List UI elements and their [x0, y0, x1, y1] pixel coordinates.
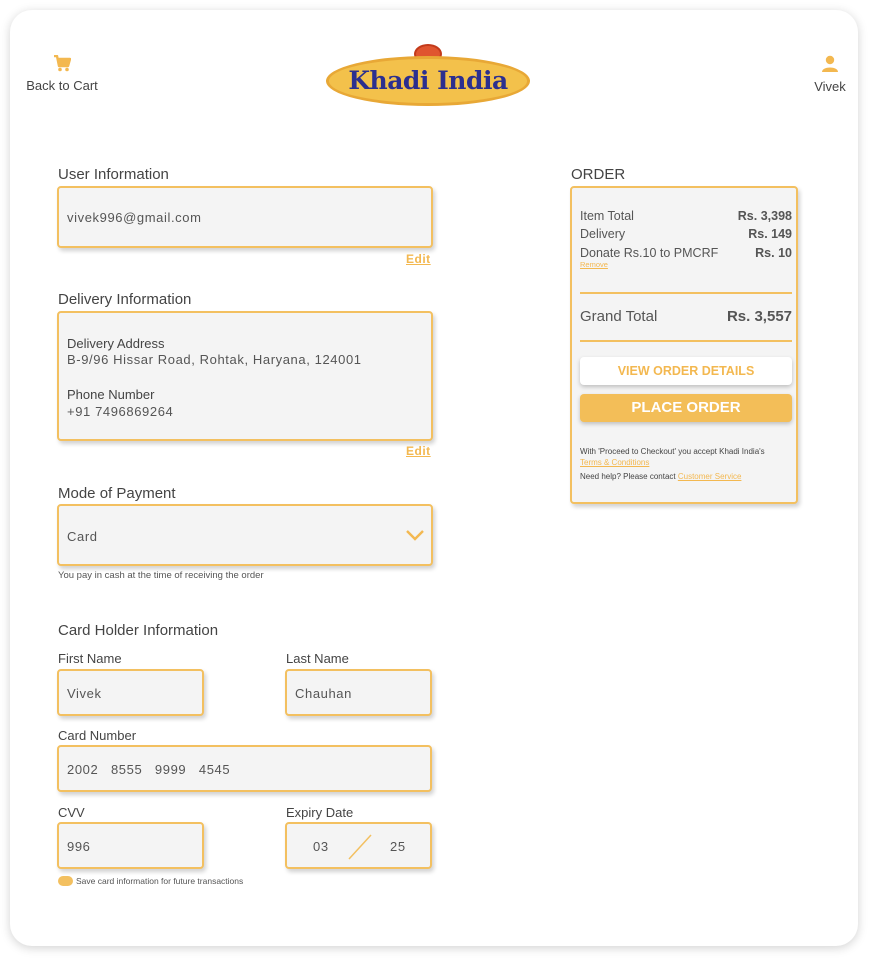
user-info-box — [57, 186, 433, 248]
grand-total-value: Rs. 3,557 — [726, 308, 792, 325]
save-card-toggle[interactable] — [58, 876, 73, 886]
terms-prefix: With 'Proceed to Checkout' you accept Khadi India's — [580, 447, 765, 456]
payment-hint: You pay in cash at the time of receiving the order — [58, 570, 264, 581]
delivery-info-title: Delivery Information — [58, 291, 192, 308]
user-icon — [821, 55, 839, 73]
donate-row — [580, 246, 792, 260]
delivery-row — [580, 227, 792, 241]
expiry-year-value: 25 — [390, 839, 406, 854]
card-holder-title: Card Holder Information — [58, 622, 219, 639]
terms-link-line — [580, 458, 649, 467]
cvv-value: 996 — [67, 839, 91, 854]
phone-number-value: +91 7496869264 — [67, 404, 174, 419]
payment-mode-value: Card — [67, 529, 98, 544]
card-number-field[interactable] — [57, 745, 432, 792]
delivery-info-edit-link[interactable]: Edit — [406, 444, 431, 458]
user-name-label: Vivek — [814, 79, 846, 94]
chevron-down-icon — [405, 528, 425, 542]
last-name-field[interactable] — [285, 669, 432, 716]
payment-title: Mode of Payment — [58, 485, 176, 502]
payment-mode-select[interactable] — [57, 504, 433, 566]
order-title: ORDER — [571, 166, 626, 183]
help-note — [580, 472, 741, 481]
item-total-label: Item Total — [580, 209, 634, 223]
expiry-date-label: Expiry Date — [286, 805, 354, 820]
delivery-address-label: Delivery Address — [67, 336, 165, 351]
user-info-title: User Information — [58, 166, 169, 183]
khadi-india-logo[interactable] — [326, 44, 530, 108]
cvv-field[interactable] — [57, 822, 204, 869]
back-to-cart-button[interactable] — [24, 55, 100, 93]
first-name-label: First Name — [58, 651, 122, 666]
back-to-cart-label: Back to Cart — [26, 78, 98, 93]
view-order-details-button[interactable]: VIEW ORDER DETAILS — [580, 357, 792, 385]
help-prefix: Need help? Please contact — [580, 472, 676, 481]
customer-service-link[interactable]: Customer Service — [677, 472, 742, 481]
item-total-row — [580, 209, 792, 223]
order-divider-top — [580, 292, 792, 294]
last-name-label: Last Name — [286, 651, 349, 666]
donate-value: Rs. 10 — [755, 246, 792, 260]
place-order-button[interactable]: PLACE ORDER — [580, 394, 792, 422]
grand-total-label: Grand Total — [580, 308, 658, 325]
user-email: vivek996@gmail.com — [67, 210, 202, 225]
delivery-charge-label: Delivery — [580, 227, 626, 241]
delivery-info-box — [57, 311, 433, 441]
terms-link[interactable]: Terms & Conditions — [580, 458, 650, 467]
remove-donation-link[interactable]: Remove — [580, 260, 608, 269]
card-number-label: Card Number — [58, 728, 137, 743]
first-name-field[interactable] — [57, 669, 204, 716]
card-number-value: 2002 8555 9999 4545 — [67, 762, 231, 777]
order-divider-bottom — [580, 340, 792, 342]
save-card-label: Save card information for future transactions — [76, 876, 244, 886]
user-profile-button[interactable] — [808, 55, 852, 94]
grand-total-row — [580, 308, 792, 325]
expiry-month-value: 03 — [313, 839, 329, 854]
slash-separator-icon — [347, 833, 373, 861]
phone-number-label: Phone Number — [67, 387, 155, 402]
cvv-label: CVV — [58, 805, 85, 820]
user-info-edit-link[interactable]: Edit — [406, 252, 431, 266]
expiry-date-field[interactable] — [285, 822, 432, 869]
first-name-value: Vivek — [67, 686, 102, 701]
cart-icon — [53, 55, 71, 72]
terms-note — [580, 447, 765, 456]
delivery-charge-value: Rs. 149 — [748, 227, 792, 241]
logo-text: Khadi India — [348, 66, 508, 95]
delivery-address-value: B-9/96 Hissar Road, Rohtak, Haryana, 124001 — [67, 352, 362, 367]
item-total-value: Rs. 3,398 — [737, 209, 792, 223]
donate-label: Donate Rs.10 to PMCRF — [580, 246, 719, 260]
order-summary-card — [570, 186, 798, 504]
last-name-value: Chauhan — [295, 686, 352, 701]
